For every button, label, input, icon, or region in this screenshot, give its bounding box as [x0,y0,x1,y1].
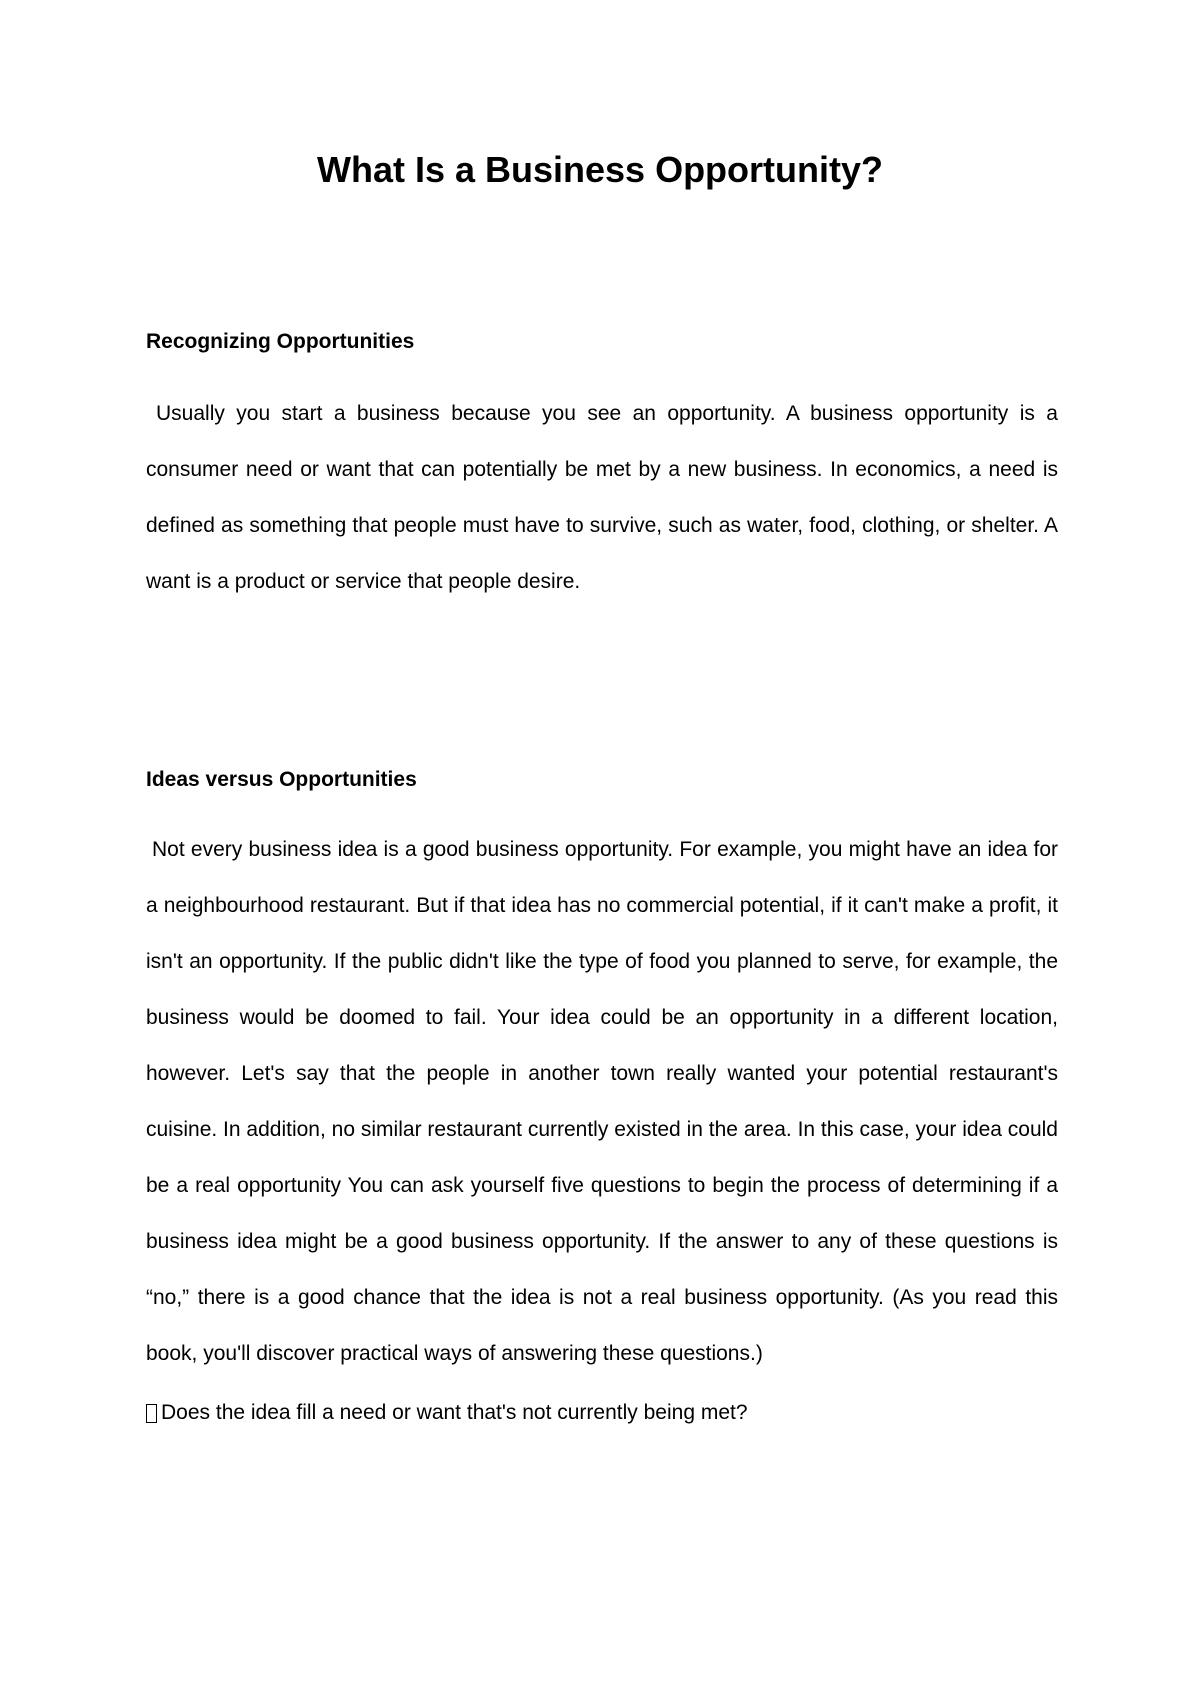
section-heading: Recognizing Opportunities [146,330,415,353]
section-recognizing-opportunities [146,328,1058,610]
section-heading: Ideas versus Opportunities [146,768,417,791]
list-item [146,1398,1058,1428]
missing-glyph-box-icon [146,1404,157,1423]
page-title: What Is a Business Opportunity? [316,149,884,190]
question-text: Does the idea fill a need or want that's not currently being met? [161,1401,748,1424]
section-paragraph: Not every business idea is a good business opportunity. For example, you might have an idea for a neighbourhood restaurant. But if that idea has no commercial potential, if it can't make a profit, it isn't an opportunity. If the public didn't like the type of food you planned to serve, for example, the business would be doomed to fail. Your idea could be an opportunity in a different location, however. Let's say that the people in another town really wanted your potential restaurant's cuisine. In addition, no similar restaurant currently existed in the area. In this case, your idea could be a real opportunity You can ask yourself five questions to begin the process of determining if a business idea might be a good business opportunity. If the answer to any of these questions is “no,” there is a good chance that the idea is not a real business opportunity. (As you read this book, you'll discover practical ways of answering these questions.) [146,838,1058,1365]
section-ideas-versus-opportunities [146,766,1058,1428]
section-paragraph: Usually you start a business because you see an opportunity. A business opportunity is a consumer need or want that can potentially be met by a new business. In economics, a need is defined as something that people must have to survive, such as water, food, clothing, or shelter. A want is a product or service that people desire. [146,402,1058,593]
